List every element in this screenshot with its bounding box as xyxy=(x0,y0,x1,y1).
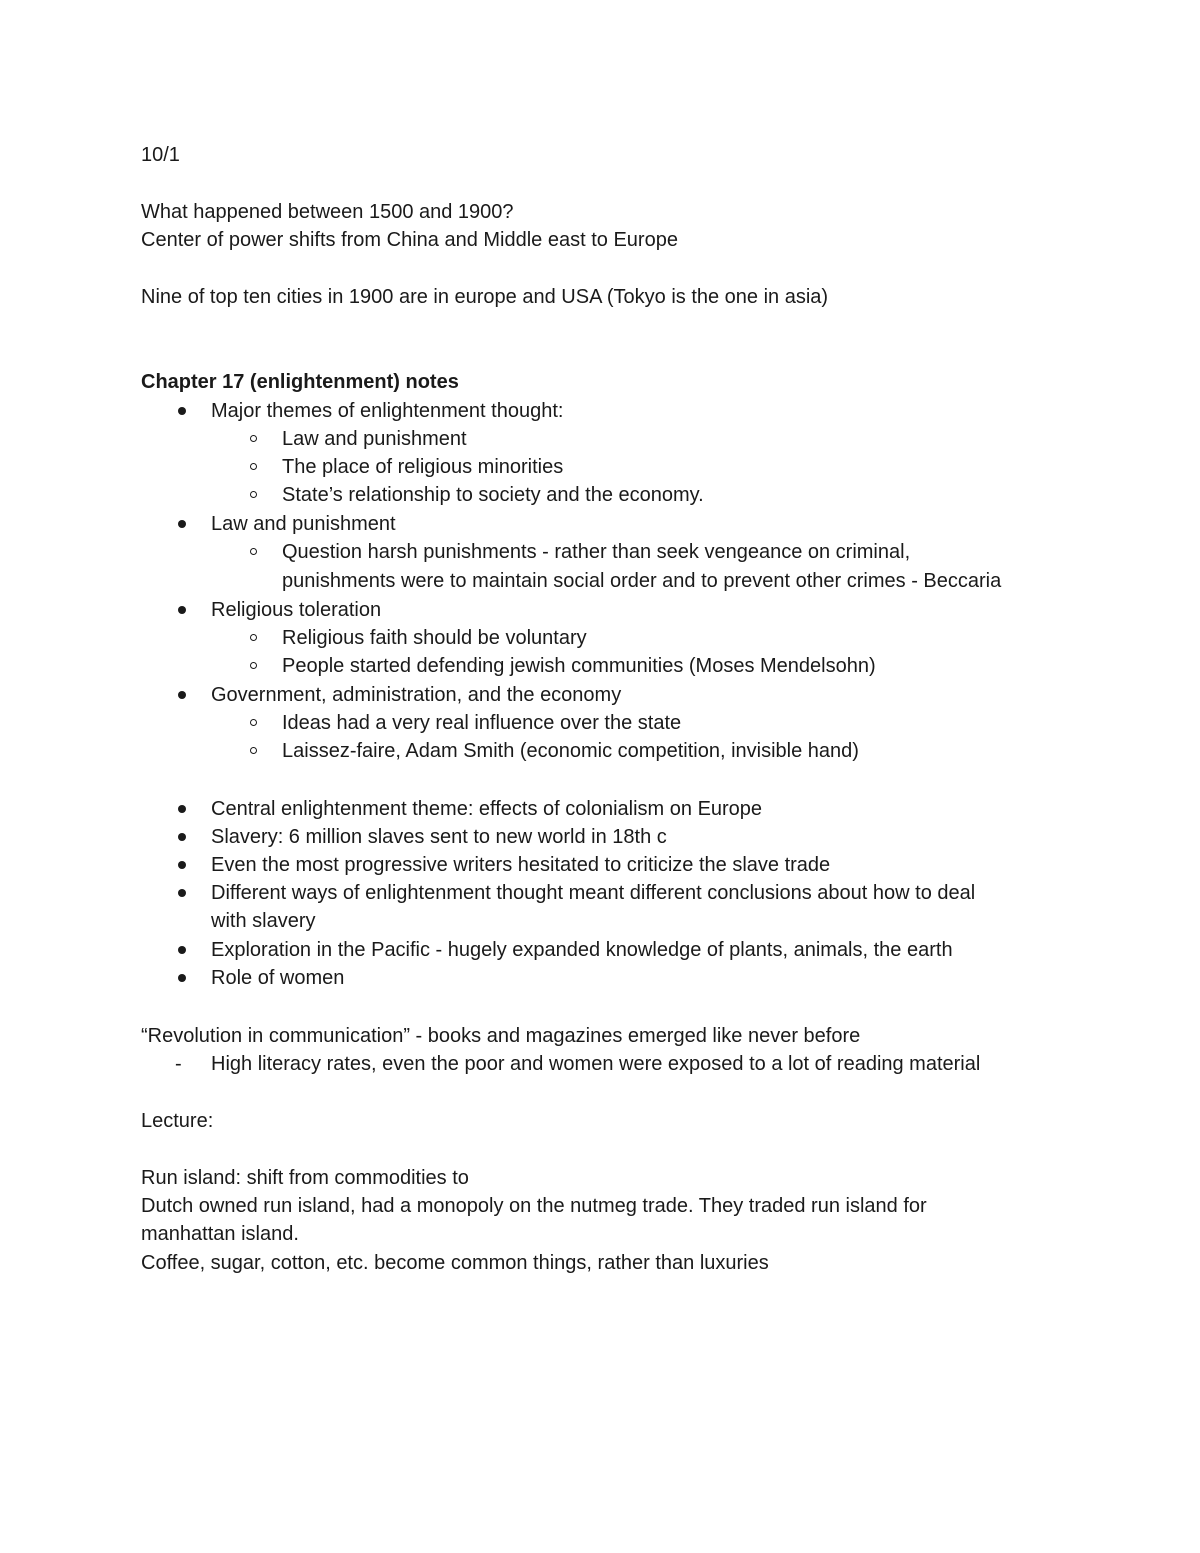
power-shift-text: Center of power shifts from China and Middle east to Europe xyxy=(141,229,678,251)
bullet-dot xyxy=(178,407,186,415)
government-item: Laissez-faire, Adam Smith (economic competition, invisible hand) xyxy=(282,740,859,762)
writers-item: Even the most progressive writers hesitated to criticize the slave trade xyxy=(211,854,831,876)
lecture-line: Dutch owned run island, had a monopoly on the nutmeg trade. They traded run island for xyxy=(141,1195,927,1217)
bullet-circle xyxy=(250,634,257,641)
theme-item: The place of religious minorities xyxy=(282,456,564,478)
date-text: 10/1 xyxy=(141,144,180,166)
theme-item: Law and punishment xyxy=(282,428,467,450)
themes-label: Major themes of enlightenment thought: xyxy=(211,400,564,422)
bullet-circle xyxy=(250,747,257,754)
bullet-dot xyxy=(178,805,186,813)
pacific-item: Exploration in the Pacific - hugely expanded knowledge of plants, animals, the earth xyxy=(211,939,953,961)
lecture-line: Coffee, sugar, cotton, etc. become common things, rather than luxuries xyxy=(141,1252,769,1274)
lecture-line: manhattan island. xyxy=(141,1223,299,1245)
bullet-dot xyxy=(178,946,186,954)
law-label: Law and punishment xyxy=(211,513,396,535)
bullet-dot xyxy=(178,691,186,699)
bullet-circle xyxy=(250,719,257,726)
literacy-item: High literacy rates, even the poor and women were exposed to a lot of reading material xyxy=(211,1053,981,1075)
lecture-heading: Lecture: xyxy=(141,1110,214,1132)
conclusions-item-continued: with slavery xyxy=(211,910,316,932)
question-text: What happened between 1500 and 1900? xyxy=(141,201,514,223)
dash-bullet: - xyxy=(175,1053,182,1075)
government-item: Ideas had a very real influence over the state xyxy=(282,712,682,734)
bullet-circle xyxy=(250,435,257,442)
religion-item: People started defending jewish communities (Moses Mendelsohn) xyxy=(282,655,876,677)
bullet-dot xyxy=(178,974,186,982)
theme-item: State’s relationship to society and the economy. xyxy=(282,484,704,506)
lecture-line: Run island: shift from commodities to xyxy=(141,1167,469,1189)
bullet-circle xyxy=(250,491,257,498)
conclusions-item: Different ways of enlightenment thought meant different conclusions about how to deal xyxy=(211,882,976,904)
slavery-item: Slavery: 6 million slaves sent to new world in 18th c xyxy=(211,826,667,848)
bullet-dot xyxy=(178,889,186,897)
women-item: Role of women xyxy=(211,967,345,989)
bullet-circle xyxy=(250,463,257,470)
bullet-dot xyxy=(178,833,186,841)
bullet-dot xyxy=(178,520,186,528)
communication-text: “Revolution in communication” - books and magazines emerged like never before xyxy=(141,1025,861,1047)
bullet-circle xyxy=(250,548,257,555)
bullet-circle xyxy=(250,662,257,669)
government-label: Government, administration, and the economy xyxy=(211,684,622,706)
colonialism-item: Central enlightenment theme: effects of colonialism on Europe xyxy=(211,798,763,820)
chapter-heading: Chapter 17 (enlightenment) notes xyxy=(141,371,459,393)
bullet-dot xyxy=(178,861,186,869)
religion-label: Religious toleration xyxy=(211,599,382,621)
bullet-dot xyxy=(178,606,186,614)
law-item-continued: punishments were to maintain social order and to prevent other crimes - Beccaria xyxy=(282,570,1002,592)
cities-text: Nine of top ten cities in 1900 are in europe and USA (Tokyo is the one in asia) xyxy=(141,286,829,308)
religion-item: Religious faith should be voluntary xyxy=(282,627,587,649)
law-item: Question harsh punishments - rather than seek vengeance on criminal, xyxy=(282,541,911,563)
